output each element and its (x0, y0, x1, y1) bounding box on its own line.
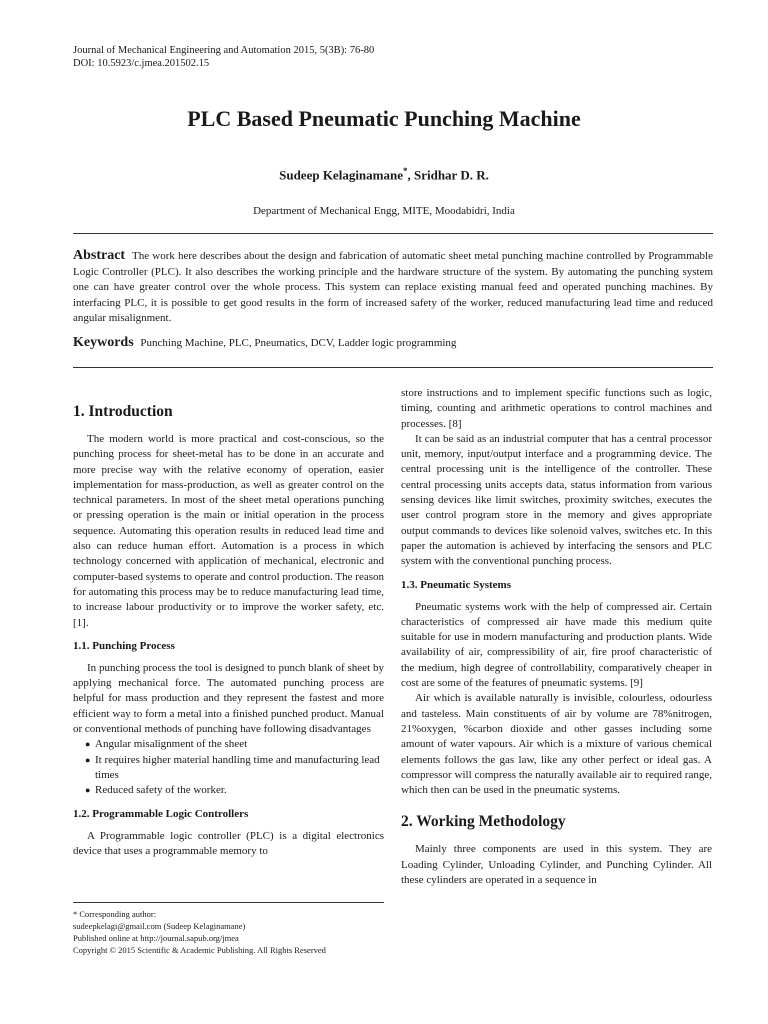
paragraph-punching: In punching process the tool is designed to punch blank of sheet by applying mechanical force. The automated punching process are helpful for mass production and they represent the fastest and more efficient way to form a metal into a finished punched product. Manual or conventional methods of punching have following disadvantages (73, 661, 384, 736)
footnotes (73, 908, 393, 956)
list-item: ● Angular misalignment of the sheet (87, 737, 384, 752)
heading-introduction: 1. Introduction (73, 403, 173, 420)
right-column (401, 386, 712, 888)
footnote-copyright: Copyright © 2015 Scientific & Academic Publishing. All Rights Reserved (73, 945, 326, 955)
abstract-text: The work here describes about the design and fabrication of automatic sheet metal punching machine controlled by Programmable Logic Controller (PLC). It also describes the working principle and the hardware structure of the system. By automating the punching system one can have greater control over the whole process. This system can replace existing manual feed and operated punching machines. By interfacing PLC, it is possible to get good results in the form of increased safety of the worker, reduced manufacturing lead time and reduced angular misalignment. (73, 250, 713, 325)
disadvantages-list (73, 737, 384, 798)
abstract-label: Abstract (73, 248, 126, 263)
paragraph-plc: A Programmable logic controller (PLC) is a digital electronics device that uses a programmable memory to (73, 829, 384, 857)
heading-working-methodology: 2. Working Methodology (401, 813, 566, 831)
author-list (0, 163, 768, 183)
corresponding-marker: * (402, 166, 408, 176)
keywords-text: Punching Machine, PLC, Pneumatics, DCV, Ladder logic programming (140, 337, 457, 349)
paragraph-plc-2: It can be said as an industrial computer that has a central processor unit, memory, input/output interface and a programming device. The central processing unit is the intelligence of the controller. These central processing units accepts data, status information from various sensing devices like limit switches, proximity switches, executes the user control program store in the memory and gives appropriate output commands to devices like solenoid valves, switches etc. In this paper the automation is achieved by interfacing the sensors and PLC system with the conventional punching process. (401, 432, 712, 568)
author-first: Sudeep Kelaginamane (279, 167, 403, 183)
author-rest: , Sridhar D. R. (407, 167, 489, 183)
paragraph-intro: The modern world is more practical and cost-conscious, so the punching process for sheet-metal has to be done in an accurate and more precise way with the relative economy of operation, easier implementation for mass-production, as well as greater control on the technical parameters. In most of the sheet metal operations punching or pressing operation is the main or initial operation in the process sequence. Automating this operation results in reduced lead time and also can reduce human effort. Automation is a process in which technology concerned with application of mechanical, electronic and computer-based systems to operate and control production. The reason for automating this process may be to reduce manufacturing lead time, to increase labour productivity or to improve the worker safety, etc. [1]. (73, 433, 384, 629)
paper-title: PLC Based Pneumatic Punching Machine (187, 106, 581, 131)
paragraph-plc-continued: store instructions and to implement specific functions such as logic, timing, counting and arithmetic operations to control machines and processes. [8] (401, 387, 712, 430)
paragraph-pneumatic-2: Air which is available naturally is invisible, colourless, odourless and tasteless. Main constituents of air by volume are 78%nitrogen, 21%oxygen, %carbon dioxide and other gasses including some amount of water vapours. Air which is a mixture of various chemical elements follows the gas law, like any other perfect or ideal gas. A compressor will compress the naturally available air to required range, which then can be used in the pneumatic systems. (401, 692, 712, 797)
list-item: ● It requires higher material handling time and manufacturing lead times (87, 753, 384, 784)
footnote-email[interactable]: sudeepkelagi@gmail.com (Sudeep Kelaginamane) (73, 921, 246, 931)
paragraph-pneumatic-1: Pneumatic systems work with the help of compressed air. Certain characteristics of compressed air have made this medium quite suitable for use in modern manufacturing and production plants. Wide availability of air, compressibility of air, fire proof characteristic of the medium, high degree of controllability, comparatively cheaper in cost are some of the features of pneumatic systems. [9] (401, 600, 712, 690)
paragraph-methodology: Mainly three components are used in this system. They are Loading Cylinder, Unloading Cylinder, and Punching Cylinder. All these cylinders are operated in a sequence in (401, 843, 712, 887)
heading-plc: 1.2. Programmable Logic Controllers (73, 807, 249, 820)
footnote-corresponding: * Corresponding author: (73, 909, 157, 919)
keywords (73, 335, 713, 351)
abstract (73, 248, 713, 327)
footnote-published[interactable]: Published online at http://journal.sapub.org/jmea (73, 933, 239, 943)
divider-bottom (73, 367, 713, 368)
journal-citation: Journal of Mechanical Engineering and Automation 2015, 5(3B): 76-80 (73, 45, 375, 56)
keywords-label: Keywords (73, 335, 134, 350)
left-column (73, 402, 384, 859)
footnote-divider (73, 902, 384, 903)
list-item: ● Reduced safety of the worker. (87, 783, 384, 798)
divider-top (73, 233, 713, 234)
heading-pneumatic-systems: 1.3. Pneumatic Systems (401, 578, 511, 591)
affiliation: Department of Mechanical Engg, MITE, Moodabidri, India (253, 205, 515, 217)
heading-punching-process: 1.1. Punching Process (73, 639, 175, 652)
doi-link[interactable]: DOI: 10.5923/c.jmea.201502.15 (73, 58, 210, 69)
